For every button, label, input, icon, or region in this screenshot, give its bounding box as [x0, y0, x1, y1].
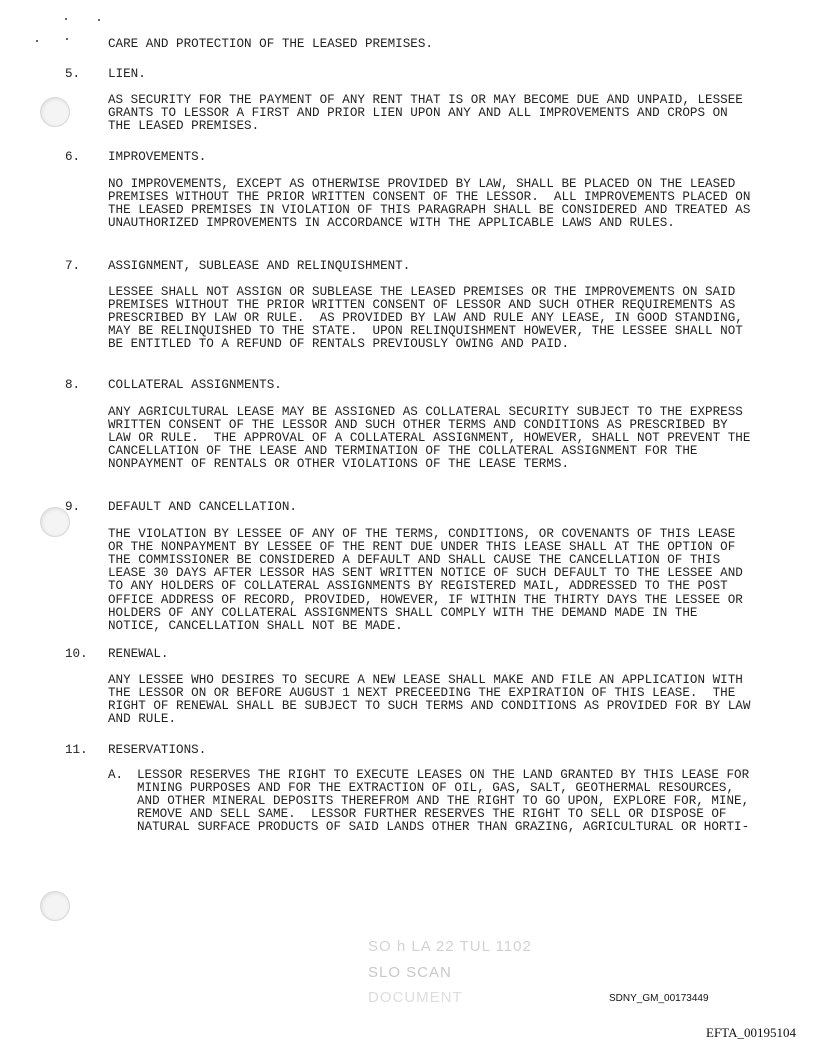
- paragraph-line: ANY LESSEE WHO DESIRES TO SECURE A NEW LEASE SHALL MAKE AND FILE AN APPLICATION WITH: [108, 673, 743, 687]
- paragraph-line: NONPAYMENT OF RENTALS OR OTHER VIOLATIONS OF THE LEASE TERMS.: [108, 457, 570, 472]
- section-title: RENEWAL.: [108, 647, 169, 661]
- paragraph-line: NATURAL SURFACE PRODUCTS OF SAID LANDS OTHER THAN GRAZING, AGRICULTURAL OR HORTI-: [137, 820, 750, 835]
- paragraph-line: NO IMPROVEMENTS, EXCEPT AS OTHERWISE PROVIDED BY LAW, SHALL BE PLACED ON THE LEASED: [108, 177, 736, 191]
- paragraph-line: PREMISES WITHOUT THE PRIOR WRITTEN CONSENT OF THE LESSOR. ALL IMPROVEMENTS PLACED ON: [108, 190, 751, 205]
- section-number: 5.: [65, 67, 81, 81]
- paragraph-line: MAY BE RELINQUISHED TO THE STATE. UPON RELINQUISHMENT HOWEVER, THE LESSEE SHALL NOT: [108, 324, 743, 339]
- received-stamp-line1: SO h LA 22 TUL 1102: [368, 938, 532, 955]
- section-title: LIEN.: [108, 67, 146, 81]
- paragraph-line: UNAUTHORIZED IMPROVEMENTS IN ACCORDANCE WITH THE APPLICABLE LAWS AND RULES.: [108, 216, 675, 231]
- continued-line: CARE AND PROTECTION OF THE LEASED PREMISES.: [108, 37, 433, 51]
- subsection-letter: A.: [108, 768, 124, 782]
- paragraph-line: TO ANY HOLDERS OF COLLATERAL ASSIGNMENTS BY REGISTERED MAIL, ADDRESSED TO THE POST: [108, 579, 728, 594]
- section-number: 11.: [65, 743, 88, 757]
- section-number: 8.: [65, 378, 81, 392]
- paragraph-line: REMOVE AND SELL SAME. LESSOR FURTHER RESERVES THE RIGHT TO SELL OR DISPOSE OF: [137, 807, 727, 822]
- section-title: COLLATERAL ASSIGNMENTS.: [108, 378, 282, 392]
- paragraph-line: RIGHT OF RENEWAL SHALL BE SUBJECT TO SUCH TERMS AND CONDITIONS AS PROVIDED FOR BY LAW: [108, 699, 751, 714]
- paragraph-line: THE COMMISSIONER BE CONSIDERED A DEFAULT AND SHALL CAUSE THE CANCELLATION OF THIS: [108, 553, 721, 568]
- paragraph-line: LESSEE SHALL NOT ASSIGN OR SUBLEASE THE LEASED PREMISES OR THE IMPROVEMENTS ON SAID: [108, 285, 736, 299]
- paragraph-line: BE ENTITLED TO A REFUND OF RENTALS PREVIOUSLY OWING AND PAID.: [108, 337, 570, 352]
- section-title: DEFAULT AND CANCELLATION.: [108, 500, 297, 514]
- paragraph-line: AND RULE.: [108, 712, 177, 727]
- section-title: ASSIGNMENT, SUBLEASE AND RELINQUISHMENT.: [108, 259, 411, 273]
- paragraph-line: WRITTEN CONSENT OF THE LESSOR AND SUCH OTHER TERMS AND CONDITIONS AS PRESCRIBED BY: [108, 418, 728, 433]
- paragraph-line: THE LEASED PREMISES.: [108, 119, 260, 134]
- received-stamp-line3: DOCUMENT: [368, 989, 463, 1006]
- paragraph-line: LESSOR RESERVES THE RIGHT TO EXECUTE LEASES ON THE LAND GRANTED BY THIS LEASE FOR: [137, 768, 750, 782]
- paragraph-line: HOLDERS OF ANY COLLATERAL ASSIGNMENTS SHALL COMPLY WITH THE DEMAND MADE IN THE: [108, 605, 698, 620]
- bates-number: SDNY_GM_00173449: [609, 993, 709, 1004]
- section-number: 6.: [65, 150, 81, 164]
- paragraph-line: AND OTHER MINERAL DEPOSITS THEREFROM AND THE RIGHT TO GO UPON, EXPLORE FOR, MINE,: [137, 794, 750, 809]
- paragraph-line: CANCELLATION OF THE LEASE AND TERMINATION OF THE COLLATERAL ASSIGNMENT FOR THE: [108, 444, 698, 459]
- paragraph-line: LAW OR RULE. THE APPROVAL OF A COLLATERAL ASSIGNMENT, HOWEVER, SHALL NOT PREVENT THE: [108, 431, 751, 446]
- punch-hole: [40, 97, 70, 127]
- efta-number: EFTA_00195104: [706, 1025, 796, 1040]
- paragraph-line: OR THE NONPAYMENT BY LESSEE OF THE RENT DUE UNDER THIS LEASE SHALL AT THE OPTION OF: [108, 540, 736, 555]
- paragraph-line: MINING PURPOSES AND FOR THE EXTRACTION OF OIL, GAS, SALT, GEOTHERMAL RESOURCES,: [137, 781, 735, 796]
- paragraph-line: NOTICE, CANCELLATION SHALL NOT BE MADE.: [108, 618, 403, 633]
- received-stamp-line2: SLO SCAN: [368, 964, 452, 981]
- paragraph-line: LEASE 30 DAYS AFTER LESSOR HAS SENT WRITTEN NOTICE OF SUCH DEFAULT TO THE LESSEE AND: [108, 566, 743, 581]
- paragraph-line: THE LESSOR ON OR BEFORE AUGUST 1 NEXT PRECEEDING THE EXPIRATION OF THIS LEASE. THE: [108, 686, 736, 701]
- paragraph-line: GRANTS TO LESSOR A FIRST AND PRIOR LIEN UPON ANY AND ALL IMPROVEMENTS AND CROPS ON: [108, 106, 728, 121]
- paragraph-line: THE VIOLATION BY LESSEE OF ANY OF THE TERMS, CONDITIONS, OR COVENANTS OF THIS LEASE: [108, 527, 736, 541]
- paragraph-line: OFFICE ADDRESS OF RECORD, PROVIDED, HOWEVER, IF WITHIN THE THIRTY DAYS THE LESSEE OR: [108, 592, 743, 607]
- paragraph-line: ANY AGRICULTURAL LEASE MAY BE ASSIGNED AS COLLATERAL SECURITY SUBJECT TO THE EXPRESS: [108, 405, 743, 419]
- section-number: 9.: [65, 500, 81, 514]
- paragraph-line: THE LEASED PREMISES IN VIOLATION OF THIS PARAGRAPH SHALL BE CONSIDERED AND TREATED AS: [108, 203, 751, 218]
- paragraph-line: AS SECURITY FOR THE PAYMENT OF ANY RENT THAT IS OR MAY BECOME DUE AND UNPAID, LESSEE: [108, 93, 743, 107]
- section-number: 10.: [65, 647, 88, 661]
- punch-hole: [40, 891, 70, 921]
- paragraph-line: PREMISES WITHOUT THE PRIOR WRITTEN CONSENT OF LESSOR AND SUCH OTHER REQUIREMENTS AS: [108, 298, 736, 313]
- paragraph-line: PRESCRIBED BY LAW OR RULE. AS PROVIDED BY LAW AND RULE ANY LEASE, IN GOOD STANDING,: [108, 311, 743, 326]
- section-title: RESERVATIONS.: [108, 743, 207, 757]
- section-number: 7.: [65, 259, 81, 273]
- section-title: IMPROVEMENTS.: [108, 150, 207, 164]
